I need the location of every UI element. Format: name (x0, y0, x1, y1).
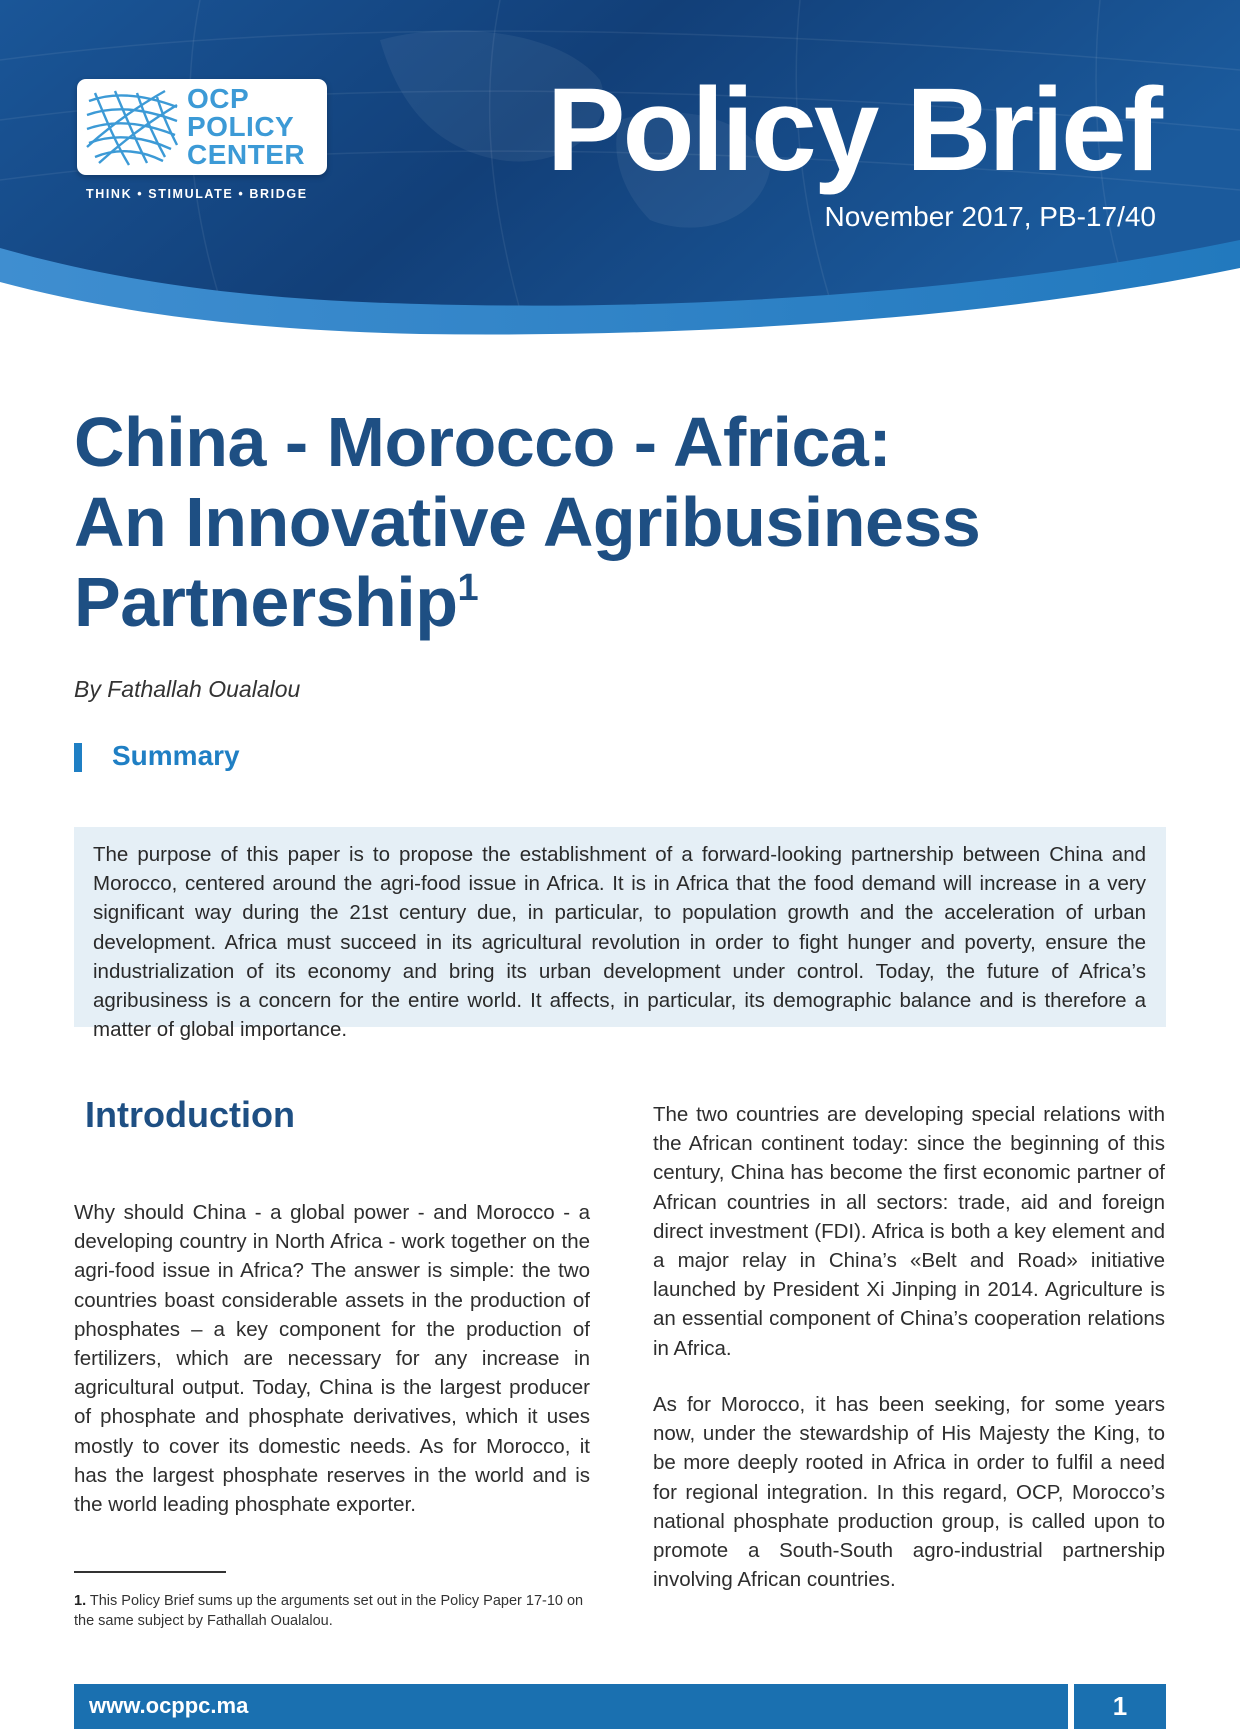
title-footnote-ref[interactable]: 1 (457, 567, 479, 609)
logo-line-center: CENTER (187, 139, 306, 170)
summary-box (74, 827, 1166, 1042)
intro-paragraph-2: The two countries are developing special relations with the African continent today: since the beginning of this century, China has become the first economic partner of African countries in all sectors: trade, aid and foreign direct investment (FDI). Africa is both a key element and a major relay in China’s «Belt and Road» initiative launched by President Xi Jinping in 2014. Agriculture is an essential component of China’s cooperation relations in Africa. (653, 1103, 1165, 1360)
footer-website-link[interactable]: www.ocppc.ma (89, 1693, 249, 1718)
author-byline: By Fathallah Oualalou (74, 676, 301, 702)
logo-tagline: THINK • STIMULATE • BRIDGE (86, 187, 308, 201)
document-type-title: Policy Brief (546, 64, 1160, 196)
page-title (74, 402, 1154, 642)
title-line-1: China - Morocco - Africa: (74, 403, 892, 481)
logo-wordmark (187, 85, 305, 169)
logo-line-ocp: OCP (187, 83, 250, 114)
footnote-text: This Policy Brief sums up the arguments set out in the Policy Paper 17-10 on the same subject by Fathallah Oualalou. (74, 1593, 584, 1629)
footnote-number: 1. (74, 1593, 87, 1609)
introduction-heading: Introduction (85, 1094, 295, 1135)
title-line-2: An Innovative Agribusiness (74, 483, 981, 561)
logo-line-policy: POLICY (187, 111, 295, 142)
ocp-logo (77, 79, 327, 175)
logo-net-icon (85, 87, 181, 167)
footnote-divider (74, 1571, 226, 1573)
footnote (74, 1591, 594, 1631)
document-date-reference: November 2017, PB-17/40 (824, 201, 1156, 232)
summary-accent-bar (74, 743, 82, 772)
title-line-3-text: Partnership (74, 563, 458, 641)
intro-paragraph-3: As for Morocco, it has been seeking, for some years now, under the stewardship of His Majesty the King, to be more deeply rooted in Africa in order to fulfil a need for regional integration. In this regard, OCP, Morocco’s national phosphate production group, is called upon to promote a South-South agro-industrial partnership involving African countries. (653, 1393, 1165, 1592)
summary-text: The purpose of this paper is to propose the establishment of a forward-looking partnership between China and Morocco, centered around the agri-food issue in Africa. It is in Africa that the food demand will increase in a very significant way during the 21st century due, in particular, to population growth and the acceleration of urban development. Africa must succeed in its agricultural revolution in order to fight hunger and poverty, ensure the industrialization of its economy and bring its urban development under control. Today, the future of Africa’s agribusiness is a concern for the entire world. It affects, in particular, its demographic balance and is therefore a matter of global importance. (93, 843, 1146, 1042)
summary-heading: Summary (112, 740, 240, 771)
intro-paragraph-1: Why should China - a global power - and Morocco - a developing country in North Africa - work together on the agri-food issue in Africa? The answer is simple: the two countries boast considerable assets in the production of phosphates – a key component for the production of fertilizers, which are necessary for any increase in agricultural output. Today, China is the largest producer of phosphate and phosphate derivatives, which it uses mostly to cover its domestic needs. As for Morocco, it has the largest phosphate reserves in the world and is the world leading phosphate exporter. (74, 1201, 590, 1517)
title-line-3 (74, 562, 1154, 642)
page-number: 1 (1112, 1691, 1128, 1721)
